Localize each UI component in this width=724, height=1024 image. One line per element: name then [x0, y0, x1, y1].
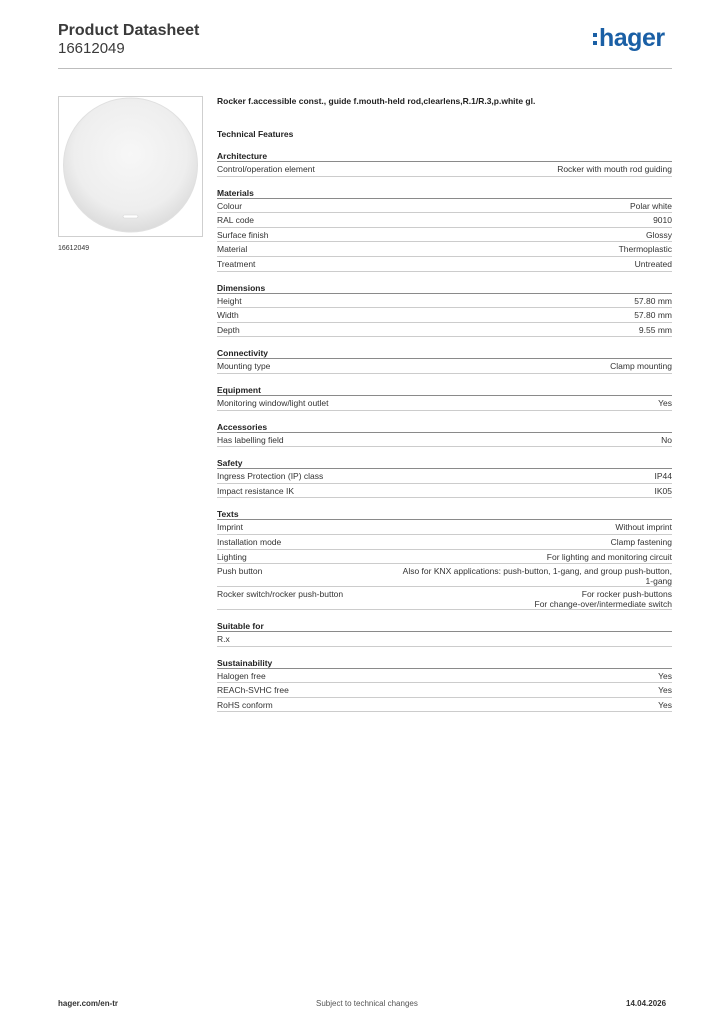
section-dimensions [217, 282, 672, 338]
section-materials [217, 187, 672, 272]
spec-value [619, 244, 672, 256]
spec-label: Halogen free [217, 670, 266, 681]
spec-value-line: No [661, 434, 672, 445]
spec-label: Width [217, 310, 239, 321]
spec-value-line: 9010 [653, 215, 672, 226]
spec-value-line: Yes [658, 397, 672, 408]
logo-dots-icon [593, 33, 597, 45]
spec-value-line: Rocker with mouth rod guiding [557, 164, 672, 174]
spec-value-line: For change-over/intermediate switch [534, 599, 672, 610]
spec-row [217, 433, 672, 448]
hager-logo [593, 26, 665, 51]
spec-row [217, 242, 672, 257]
spec-row [217, 257, 672, 272]
spec-row [217, 294, 672, 309]
spec-label: Lighting [217, 551, 247, 562]
section-title: Connectivity [217, 347, 672, 359]
spec-label: Ingress Protection (IP) class [217, 471, 324, 482]
product-number: 16612049 [58, 40, 125, 57]
spec-row [217, 520, 672, 535]
spec-value [634, 310, 672, 322]
spec-value-line: Yes [658, 699, 672, 710]
spec-label: Depth [217, 324, 240, 335]
spec-value [615, 522, 672, 534]
spec-row [217, 550, 672, 565]
footer-notice: Subject to technical changes [316, 999, 418, 1008]
image-caption: 16612049 [58, 245, 90, 252]
spec-value [639, 325, 672, 337]
section-architecture [217, 150, 672, 177]
spec-value-line: Clamp fastening [610, 536, 672, 547]
product-image [58, 96, 203, 237]
spec-value-line: Yes [658, 685, 672, 696]
section-safety [217, 457, 672, 498]
spec-row [217, 213, 672, 228]
spec-row [217, 308, 672, 323]
section-sustainability [217, 657, 672, 713]
footer-date: 14.04.2026 [626, 999, 667, 1008]
section-title: Texts [217, 508, 672, 520]
section-title: Accessories [217, 421, 672, 433]
spec-label: Rocker switch/rocker push-button [217, 589, 344, 600]
spec-value [658, 671, 672, 683]
spec-value [547, 552, 672, 564]
spec-value-line: IK05 [654, 485, 672, 496]
spec-value-line: Also for KNX applications: push-button, 1-gang, and group push-button, [402, 566, 672, 577]
spec-label: Treatment [217, 258, 256, 269]
spec-label: Imprint [217, 522, 243, 533]
spec-value [658, 700, 672, 712]
spec-row [217, 632, 672, 647]
spec-row [217, 564, 672, 587]
spec-label: Mounting type [217, 361, 271, 372]
spec-label: REACh-SVHC free [217, 685, 289, 696]
section-title: Dimensions [217, 282, 672, 294]
section-title: Sustainability [217, 657, 672, 669]
spec-row [217, 669, 672, 684]
section-accessories [217, 421, 672, 448]
spec-value [655, 486, 673, 498]
spec-label: Surface finish [217, 229, 269, 240]
spec-value-line: Clamp mounting [610, 361, 672, 372]
spec-label: Material [217, 244, 248, 255]
logo-text: hager [599, 24, 665, 52]
spec-value [557, 164, 672, 176]
spec-value [610, 361, 672, 373]
spec-value-line: Glossy [646, 229, 672, 240]
spec-row [217, 359, 672, 374]
section-title: Materials [217, 187, 672, 199]
section-title: Suitable for [217, 620, 672, 632]
spec-value [653, 215, 672, 227]
spec-value [646, 230, 672, 242]
spec-value-line: 1-gang [645, 576, 672, 587]
spec-value-line: 57.80 mm [634, 295, 672, 306]
spec-row [217, 228, 672, 243]
spec-value [635, 259, 672, 271]
spec-row [217, 683, 672, 698]
spec-value [661, 435, 672, 447]
spec-row [217, 587, 672, 610]
spec-label: Control/operation element [217, 164, 315, 174]
section-texts [217, 508, 672, 610]
datasheet-content [217, 96, 672, 722]
spec-value-line: Without imprint [615, 522, 672, 533]
spec-value [535, 589, 672, 609]
spec-value [658, 398, 672, 410]
spec-row [217, 484, 672, 499]
technical-features-heading: Technical Features [217, 129, 294, 139]
spec-row [217, 698, 672, 713]
rocker-product-icon [59, 97, 202, 236]
spec-label: RoHS conform [217, 699, 273, 710]
section-title: Safety [217, 457, 672, 469]
spec-label: Push button [217, 566, 263, 577]
spec-label: Impact resistance IK [217, 485, 295, 496]
feature-sections [217, 150, 672, 712]
spec-label: Monitoring window/light outlet [217, 397, 329, 408]
spec-value [611, 537, 672, 549]
spec-value [634, 296, 672, 308]
spec-label: Height [217, 295, 242, 306]
spec-row [217, 396, 672, 411]
page-title: Product Datasheet [58, 22, 200, 39]
spec-value-line: Untreated [634, 258, 672, 269]
spec-label: RAL code [217, 215, 255, 226]
section-suitable-for [217, 620, 672, 647]
spec-value-line: Polar white [629, 200, 672, 211]
spec-value-line: 57.80 mm [634, 310, 672, 321]
spec-row [217, 535, 672, 550]
spec-value [630, 201, 672, 213]
spec-row [217, 323, 672, 338]
spec-value [655, 471, 673, 483]
spec-value [403, 566, 672, 586]
section-title: Equipment [217, 384, 672, 396]
spec-label: R.x [217, 634, 230, 645]
section-connectivity [217, 347, 672, 374]
spec-value-line: Yes [658, 670, 672, 681]
spec-value-line: 9.55 mm [638, 324, 672, 335]
spec-value-line: For lighting and monitoring circuit [546, 551, 672, 562]
section-equipment [217, 384, 672, 411]
section-title: Architecture [217, 150, 672, 162]
spec-value-line: For rocker push-buttons [581, 589, 672, 600]
spec-row [217, 469, 672, 484]
header-divider [58, 68, 672, 69]
spec-row [217, 199, 672, 214]
product-description: Rocker f.accessible const., guide f.mouth-held rod,clearlens,R.1/R.3,p.white gl. [217, 96, 536, 106]
spec-row [217, 162, 672, 177]
spec-label: Installation mode [217, 536, 282, 547]
spec-label: Colour [217, 200, 243, 211]
spec-value-line: IP44 [654, 471, 672, 482]
spec-value [658, 685, 672, 697]
spec-label: Has labelling field [217, 434, 284, 445]
footer-website-link[interactable]: hager.com/en-tr [58, 999, 119, 1008]
spec-value-line: Thermoplastic [618, 244, 672, 255]
